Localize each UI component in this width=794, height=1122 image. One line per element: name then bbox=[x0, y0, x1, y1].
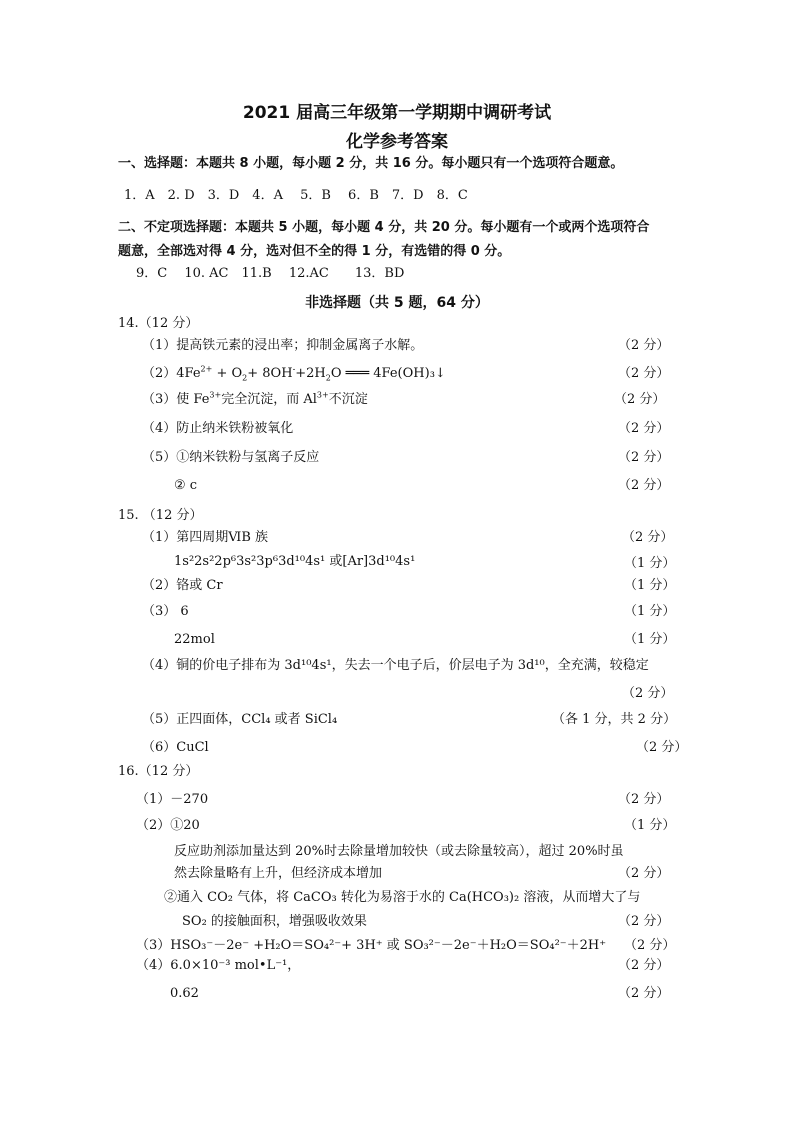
q15-answer-1: （1）第四周期ⅥB 族 bbox=[142, 530, 269, 545]
q14-a2-sub1: 2 bbox=[242, 373, 248, 383]
q14-a2-sup2: - bbox=[292, 364, 296, 374]
q14-answer-4: （4）防止纳米铁粉被氧化 bbox=[142, 421, 294, 436]
q14-score-2: （2 分） bbox=[618, 366, 670, 381]
q15-score-5: （各 1 分，共 2 分） bbox=[552, 712, 677, 727]
q15-score-3b: （1 分） bbox=[624, 632, 676, 647]
q15-answer-5: （5）正四面体，CCl₄ 或者 SiCl₄ bbox=[142, 712, 338, 727]
q15-answer-6: （6）CuCl bbox=[142, 740, 209, 755]
q14-score-5: （2 分） bbox=[618, 450, 670, 465]
q14-a2-mid3: +2H bbox=[295, 366, 326, 381]
q14-a3-mid: 完全沉淀，而 Al bbox=[221, 392, 317, 407]
q16-label: 16.（12 分） bbox=[118, 764, 199, 779]
q16-score-1: （2 分） bbox=[618, 792, 670, 807]
q16-score-4b: （2 分） bbox=[618, 986, 670, 1001]
q16-score-2: （1 分） bbox=[624, 818, 676, 833]
q14-a3-pre: （3）使 Fe bbox=[142, 392, 210, 407]
q15-label: 15. （12 分） bbox=[118, 508, 203, 523]
q16-answer-2b-line2: 然去除量略有上升，但经济成本增加 bbox=[174, 866, 383, 881]
q15-answer-4: （4）铜的价电子排布为 3d¹⁰4s¹，失去一个电子后，价层电子为 3d¹⁰，全充满，较稳定 bbox=[142, 658, 649, 673]
q14-answer-1: （1）提高铁元素的浸出率；抑制金属离子水解。 bbox=[142, 338, 424, 353]
q16-answer-2c-line1: ②通入 CO₂ 气体，将 CaCO₃ 转化为易溶于水的 Ca(HCO₃)₂ 溶液，从而增大了与 bbox=[164, 890, 641, 905]
q14-a3-sup1: 3+ bbox=[209, 390, 222, 400]
q16-answer-4: （4）6.0×10⁻³ mol•L⁻¹， bbox=[136, 958, 301, 973]
q14-answer-2 bbox=[142, 366, 446, 382]
q15-score-6: （2 分） bbox=[636, 740, 688, 755]
q14-label: 14.（12 分） bbox=[118, 316, 199, 331]
q14-score-4: （2 分） bbox=[618, 421, 670, 436]
q15-answer-3: （3） 6 bbox=[142, 604, 189, 619]
q14-a2-mid2: + 8OH bbox=[247, 366, 293, 381]
part2-header-line2: 题意，全部选对得 4 分，选对但不全的得 1 分，有选错的得 0 分。 bbox=[118, 244, 511, 259]
q16-answer-1: （1）－270 bbox=[136, 792, 209, 807]
part3-header: 非选择题（共 5 题，64 分） bbox=[305, 295, 489, 311]
q15-score-4: （2 分） bbox=[622, 686, 674, 701]
part2-header-line1: 二、不定项选择题：本题共 5 小题，每小题 4 分，共 20 分。每小题有一个或两个选项符合 bbox=[118, 220, 650, 235]
q16-score-4: （2 分） bbox=[618, 958, 670, 973]
q16-score-2b: （2 分） bbox=[618, 866, 670, 881]
q15-answer-2: （2）铬或 Cr bbox=[142, 578, 223, 593]
q16-answer-4b: 0.62 bbox=[170, 986, 199, 1001]
part2-answers: 9．C 10. AC 11.B 12.AC 13．BD bbox=[136, 266, 405, 281]
q14-a2-mid1: + O bbox=[212, 366, 243, 381]
page-subtitle: 化学参考答案 bbox=[346, 132, 448, 152]
q15-score-3: （1 分） bbox=[624, 604, 676, 619]
q14-a2-sup1: 2+ bbox=[200, 364, 213, 374]
q14-answer-3 bbox=[142, 392, 368, 408]
q16-score-3: （2 分） bbox=[624, 938, 676, 953]
q15-answer-1b: 1s²2s²2p⁶3s²3p⁶3d¹⁰4s¹ 或[Ar]3d¹⁰4s¹ bbox=[174, 554, 416, 569]
q14-score-3: （2 分） bbox=[614, 392, 666, 407]
q15-score-2: （1 分） bbox=[624, 578, 676, 593]
q16-answer-2: （2）①20 bbox=[136, 818, 200, 833]
q14-score-1: （2 分） bbox=[618, 338, 670, 353]
q14-answer-5: （5）①纳米铁粉与氢离子反应 bbox=[142, 450, 320, 465]
q16-score-2c: （2 分） bbox=[618, 914, 670, 929]
q14-score-6: （2 分） bbox=[618, 478, 670, 493]
q14-a2-end: O ═══ 4Fe(OH)₃↓ bbox=[330, 366, 446, 381]
q14-a3-end: 不沉淀 bbox=[328, 392, 368, 407]
page-title: 2021 届高三年级第一学期期中调研考试 bbox=[242, 103, 552, 123]
part1-answers: 1．A 2. D 3．D 4．A 5．B 6．B 7．D 8．C bbox=[124, 188, 468, 203]
q15-answer-3b: 22mol bbox=[174, 632, 215, 647]
q15-score-1b: （1 分） bbox=[624, 556, 676, 571]
q16-answer-3: （3）HSO₃⁻－2e⁻ +H₂O＝SO₄²⁻+ 3H⁺ 或 SO₃²⁻－2e⁻＋H₂O＝SO₄²⁻＋2H⁺ bbox=[136, 938, 607, 953]
q14-a2-sub2: 2 bbox=[325, 373, 331, 383]
q14-a3-sup2: 3+ bbox=[316, 390, 329, 400]
q15-score-1: （2 分） bbox=[622, 530, 674, 545]
part1-header: 一、选择题：本题共 8 小题，每小题 2 分，共 16 分。每小题只有一个选项符合题意。 bbox=[118, 156, 624, 171]
q14-a2-pre: （2）4Fe bbox=[142, 366, 201, 381]
q14-answer-6: ② c bbox=[174, 478, 198, 493]
q16-answer-2b-line1: 反应助剂添加量达到 20%时去除量增加较快（或去除量较高），超过 20%时虽 bbox=[174, 844, 624, 859]
q16-answer-2c-line2: SO₂ 的接触面积，增强吸收效果 bbox=[182, 914, 367, 929]
